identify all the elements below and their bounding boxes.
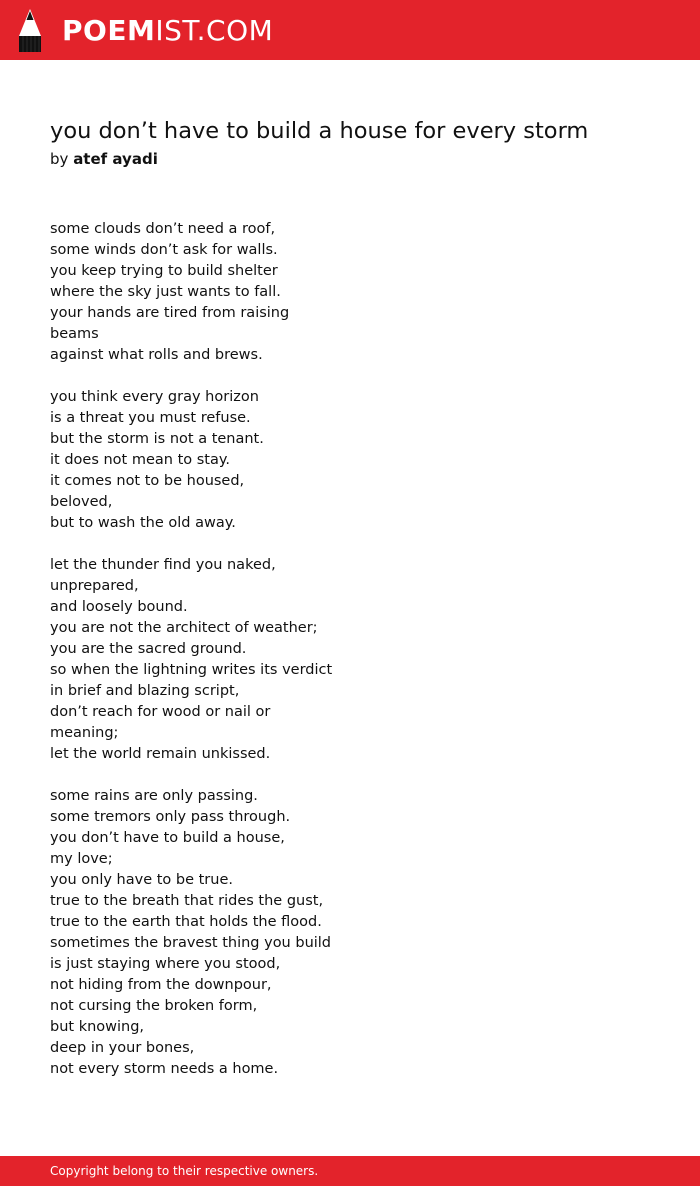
poem-line: let the world remain unkissed. [50, 746, 271, 762]
copyright-text: Copyright belong to their respective owners. [50, 1164, 319, 1178]
site-header [0, 0, 700, 60]
poem-line: sometimes the bravest thing you build [50, 935, 332, 951]
poem-line: you are not the architect of weather; [50, 620, 318, 636]
byline-by-label: by [50, 150, 69, 168]
pencil-icon[interactable] [17, 9, 43, 52]
poem-line: so when the lightning writes its verdict [50, 662, 333, 678]
stanza [50, 387, 650, 534]
stanza [50, 555, 650, 765]
poem-line: in brief and blazing script, [50, 683, 240, 699]
poem-line: your hands are tired from raising [50, 305, 290, 321]
poem-line: not hiding from the downpour, [50, 977, 272, 993]
poem-line: don’t reach for wood or nail or [50, 704, 271, 720]
poem-line: is a threat you must refuse. [50, 410, 251, 426]
poem-line: some winds don’t ask for walls. [50, 242, 278, 258]
poem-line: where the sky just wants to fall. [50, 284, 281, 300]
poem-line: true to the breath that rides the gust, [50, 893, 324, 909]
poem-byline [50, 149, 158, 169]
poem-line: is just staying where you stood, [50, 956, 281, 972]
poem-title: you don’t have to build a house for every storm [50, 118, 589, 144]
poem-line: you only have to be true. [50, 872, 233, 888]
poem-line: meaning; [50, 725, 119, 741]
poem-line: but to wash the old away. [50, 515, 236, 531]
poem-line: some tremors only pass through. [50, 809, 291, 825]
stanza [50, 786, 650, 1080]
poem-line: some rains are only passing. [50, 788, 258, 804]
poem-line: true to the earth that holds the flood. [50, 914, 322, 930]
poem-line: it comes not to be housed, [50, 473, 245, 489]
poem-line: you think every gray horizon [50, 389, 259, 405]
poem-line: not cursing the broken form, [50, 998, 258, 1014]
poem-line: deep in your bones, [50, 1040, 195, 1056]
stanza [50, 219, 650, 366]
poem-line: you don’t have to build a house, [50, 830, 285, 846]
poem-line: my love; [50, 851, 113, 867]
poem-line: you are the sacred ground. [50, 641, 247, 657]
poem-line: unprepared, [50, 578, 139, 594]
poem-line: but knowing, [50, 1019, 145, 1035]
poem-line: against what rolls and brews. [50, 347, 263, 363]
brand-name-bold: POEM [62, 14, 156, 47]
poem-line: beloved, [50, 494, 113, 510]
poem-body [50, 219, 650, 1101]
site-logo-link[interactable] [62, 13, 273, 49]
brand-name-light: IST.COM [155, 14, 274, 47]
poem-line: but the storm is not a tenant. [50, 431, 264, 447]
author-name: atef ayadi [73, 150, 158, 168]
poem-line: not every storm needs a home. [50, 1061, 279, 1077]
poem-line: some clouds don’t need a roof, [50, 221, 276, 237]
poem-line: and loosely bound. [50, 599, 188, 615]
poem-line: beams [50, 326, 99, 342]
poem-line: it does not mean to stay. [50, 452, 230, 468]
site-footer [0, 1156, 700, 1186]
poem-line: you keep trying to build shelter [50, 263, 278, 279]
poem-line: let the thunder find you naked, [50, 557, 276, 573]
